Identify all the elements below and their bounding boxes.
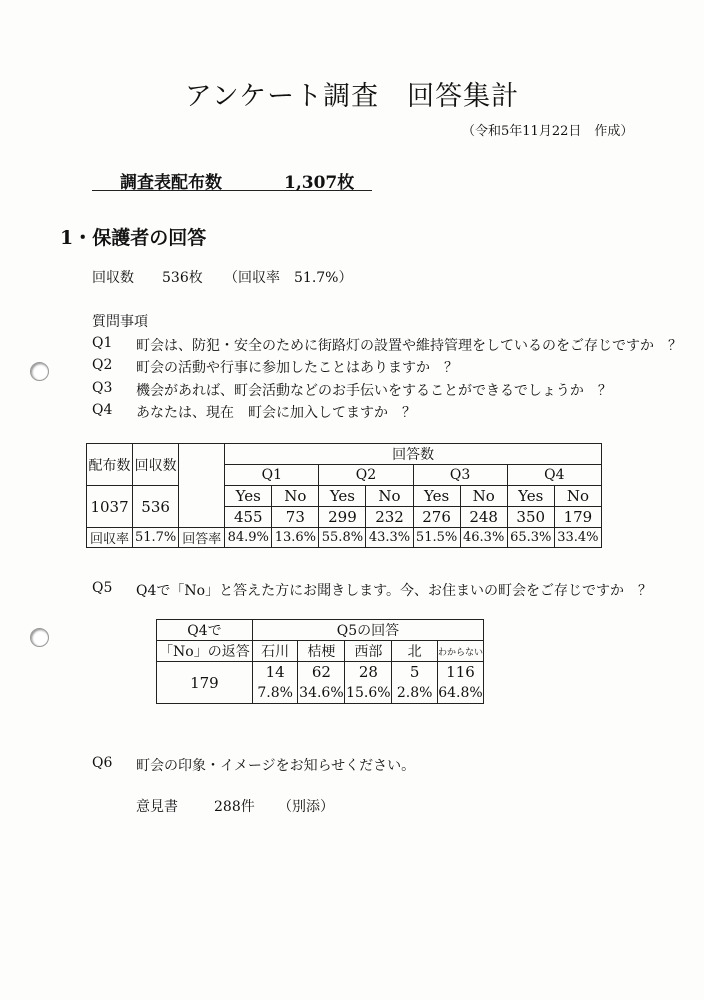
- yes-label: Yes: [507, 486, 554, 507]
- q1-header: Q1: [225, 465, 319, 486]
- no-label: No: [460, 486, 507, 507]
- question-number: Q1: [92, 335, 113, 351]
- q3-no-count: 248: [460, 507, 507, 528]
- opinions-count: 288件: [214, 799, 255, 815]
- area-label: わからない: [437, 641, 483, 662]
- questions-heading: 質問事項: [92, 314, 148, 330]
- q3-header: Q3: [413, 465, 507, 486]
- area-count: 28: [345, 662, 392, 683]
- question-text: 機会があれば、町会活動などのお手伝いをすることができるでしょうか ？: [136, 383, 612, 399]
- rate-value: 51.7%: [133, 528, 179, 548]
- collected-value-cell: 536: [133, 486, 179, 528]
- opinions-label: 意見書: [136, 799, 178, 815]
- yes-label: Yes: [319, 486, 366, 507]
- no-label: No: [554, 486, 601, 507]
- q1-no-count: 73: [272, 507, 319, 528]
- q4-no-total: 179: [157, 662, 253, 704]
- q4-yes-pct: 65.3%: [507, 528, 554, 548]
- question-number: Q2: [92, 357, 113, 373]
- collected-label: 回収数: [92, 270, 134, 286]
- answers-header: 回答数: [225, 444, 602, 465]
- collection-rate: （回収率 51.7%）: [224, 270, 353, 286]
- document-title: アンケート調査 回答集計: [184, 81, 520, 112]
- area-pct: 2.8%: [392, 683, 438, 704]
- distribution-line: [92, 166, 372, 191]
- opinions-note: （別添）: [278, 799, 334, 815]
- q1-yes-count: 455: [225, 507, 272, 528]
- q2-yes-pct: 55.8%: [319, 528, 366, 548]
- no-label: No: [366, 486, 413, 507]
- q2-no-pct: 43.3%: [366, 528, 413, 548]
- q4-header: Q4: [507, 465, 601, 486]
- q2-header: Q2: [319, 465, 413, 486]
- distribution-label: 調査表配布数: [120, 173, 222, 193]
- collected-value: 536枚: [162, 270, 203, 286]
- q3-yes-pct: 51.5%: [413, 528, 460, 548]
- blank-cell: [179, 507, 225, 528]
- rate-label: 回収率: [87, 528, 133, 548]
- q5-results-table: [156, 619, 484, 704]
- q5-answers-header: Q5の回答: [252, 620, 483, 641]
- q4-no-count: 179: [554, 507, 601, 528]
- q4-yes-count: 350: [507, 507, 554, 528]
- question-text: 町会は、防犯・安全のために街路灯の設置や維持管理をしているのをご存じですか ？: [136, 338, 682, 354]
- q4-no-header-line2: 「No」の返答: [157, 641, 253, 662]
- area-label: 石川: [252, 641, 298, 662]
- dist-value: 1037: [87, 486, 133, 528]
- binder-hole-top: [30, 362, 49, 381]
- question-number: Q6: [92, 755, 113, 771]
- q4-no-pct: 33.4%: [554, 528, 601, 548]
- q3-no-pct: 46.3%: [460, 528, 507, 548]
- collected-header: 回収数: [133, 444, 179, 486]
- q2-no-count: 232: [366, 507, 413, 528]
- area-pct: 64.8%: [437, 683, 483, 704]
- no-label: No: [272, 486, 319, 507]
- dist-header: 配布数: [87, 444, 133, 486]
- distribution-value: 1,307枚: [284, 173, 355, 193]
- question-text: あなたは、現在 町会に加入してますか ？: [136, 405, 416, 421]
- yes-label: Yes: [225, 486, 272, 507]
- area-count: 5: [392, 662, 438, 683]
- area-pct: 15.6%: [345, 683, 392, 704]
- question-text: 町会の印象・イメージをお知らせください。: [136, 758, 416, 774]
- q2-yes-count: 299: [319, 507, 366, 528]
- area-pct: 34.6%: [298, 683, 345, 704]
- question-number: Q5: [92, 580, 113, 596]
- question-text: Q4で「No」と答えた方にお聞きします。今、お住まいの町会をご存じですか ？: [136, 583, 652, 599]
- creation-date: （令和5年11月22日 作成）: [462, 124, 634, 139]
- area-count: 62: [298, 662, 345, 683]
- answer-rate-label: 回答率: [179, 528, 225, 548]
- yes-label: Yes: [413, 486, 460, 507]
- q4-no-header-line1: Q4で: [157, 620, 253, 641]
- q1-no-pct: 13.6%: [272, 528, 319, 548]
- area-pct: 7.8%: [252, 683, 298, 704]
- question-text: 町会の活動や行事に参加したことはありますか ？: [136, 360, 458, 376]
- area-label: 西部: [345, 641, 392, 662]
- survey-results-table: [86, 443, 602, 548]
- q1-yes-pct: 84.9%: [225, 528, 272, 548]
- area-label: 桔梗: [298, 641, 345, 662]
- q3-yes-count: 276: [413, 507, 460, 528]
- area-label: 北: [392, 641, 438, 662]
- question-number: Q4: [92, 402, 113, 418]
- blank-cell: [179, 444, 225, 507]
- area-count: 14: [252, 662, 298, 683]
- section-heading: 1・保護者の回答: [60, 227, 207, 249]
- question-number: Q3: [92, 380, 113, 396]
- binder-hole-bottom: [30, 628, 49, 647]
- area-count: 116: [437, 662, 483, 683]
